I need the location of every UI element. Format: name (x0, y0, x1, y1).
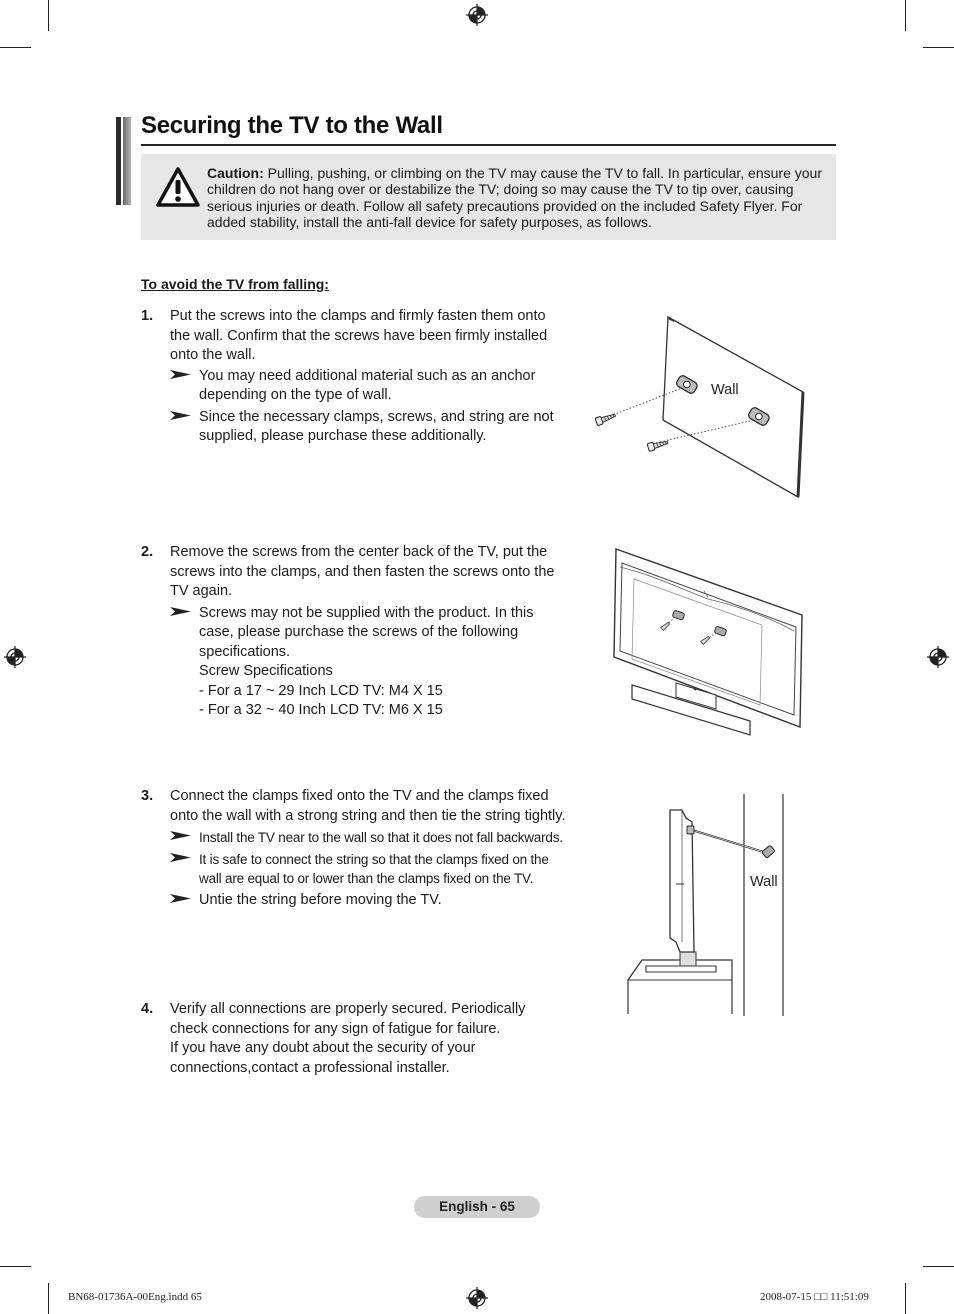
step-3 (141, 787, 566, 910)
crop-mark (48, 1283, 49, 1314)
crop-mark (48, 0, 49, 31)
step-note (170, 408, 566, 447)
step-note (170, 891, 566, 911)
registration-mark-icon (4, 646, 26, 668)
note-text: Install the TV near to the wall so that it does not fall backwards. (199, 830, 563, 845)
step-text: Verify all connections are properly secured. Periodically check connections for any sign of fatigue for failure. (170, 1001, 526, 1037)
wall-clamp-illustration (588, 312, 808, 502)
title-accent-bar (116, 117, 132, 205)
tv-back-illustration (612, 545, 808, 741)
registration-mark-icon (466, 4, 488, 26)
spec-line: - For a 32 ~ 40 Inch LCD TV: M6 X 15 (199, 702, 443, 718)
caution-body: Pulling, pushing, or climbing on the TV may cause the TV to fall. In particular, ensure your children do not hang over or destabilize the TV; doing so may cause the TV to tip over, causing serious injuries or death. Follow all safety precautions provided on the included Safety Flyer. For added stability, install the anti-fall device for safety purposes, as follows. (207, 165, 822, 230)
footer-timestamp: 2008-07-15 □□ 11:51:09 (760, 1291, 869, 1303)
step-text: Connect the clamps fixed onto the TV and the clamps fixed onto the wall with a strong string and then tie the string tightly. (170, 788, 566, 824)
arrow-right-icon (170, 369, 192, 380)
tv-side-wall-illustration (624, 792, 794, 1022)
step-text: Put the screws into the clamps and firmly fasten them onto the wall. Confirm that the screws have been firmly installed onto the wall. (170, 308, 548, 363)
registration-mark-icon (466, 1287, 488, 1309)
spec-title: Screw Specifications (199, 663, 333, 679)
arrow-right-icon (170, 606, 192, 617)
crop-mark (0, 1266, 31, 1267)
crop-mark (923, 47, 954, 48)
step-number: 2. (141, 544, 154, 560)
spec-line: - For a 17 ~ 29 Inch LCD TV: M4 X 15 (199, 682, 443, 699)
crop-mark (923, 1266, 954, 1267)
step-number: 4. (141, 1001, 154, 1017)
note-text: You may need additional material such as an anchor depending on the type of wall. (199, 367, 536, 403)
crop-mark (905, 1283, 906, 1314)
arrow-right-icon (170, 893, 192, 904)
footer-file-info: BN68-01736A-00Eng.indd 65 (68, 1291, 202, 1303)
caution-text (207, 165, 832, 230)
step-text: Remove the screws from the center back of the TV, put the screws into the clamps, and then fasten the screws onto the TV again. (170, 544, 555, 599)
step-4 (141, 1000, 566, 1078)
warning-triangle-icon (155, 166, 201, 208)
step-note (170, 850, 566, 889)
page-title: Securing the TV to the Wall (141, 112, 443, 139)
step-number: 3. (141, 788, 154, 804)
title-divider (141, 144, 836, 146)
step-note (170, 828, 566, 848)
note-text: Untie the string before moving the TV. (199, 891, 442, 908)
step-number: 1. (141, 308, 154, 324)
arrow-right-icon (170, 830, 192, 841)
wall-label: Wall (711, 382, 739, 398)
arrow-right-icon (170, 410, 192, 421)
registration-mark-icon (927, 646, 949, 668)
note-text: It is safe to connect the string so that the clamps fixed on the wall are equal to or lower than the clamps fixed on the TV. (199, 851, 549, 886)
step-note (170, 604, 566, 721)
page-number-badge: English - 65 (414, 1196, 540, 1218)
note-text: Screws may not be supplied with the product. In this case, please purchase the screws of the following specifications. (199, 604, 534, 660)
step-note (170, 367, 566, 406)
step-1 (141, 307, 566, 447)
section-subheading: To avoid the TV from falling: (141, 276, 329, 292)
arrow-right-icon (170, 852, 192, 863)
step-2 (141, 543, 566, 721)
step-text-continued: If you have any doubt about the security of your connections,contact a professional installer. (170, 1040, 476, 1076)
wall-label: Wall (750, 874, 778, 890)
crop-mark (905, 0, 906, 31)
note-text: Since the necessary clamps, screws, and string are not supplied, please purchase these additionally. (199, 408, 554, 444)
crop-mark (0, 47, 31, 48)
caution-box (141, 154, 836, 240)
caution-label: Caution: (207, 165, 264, 181)
